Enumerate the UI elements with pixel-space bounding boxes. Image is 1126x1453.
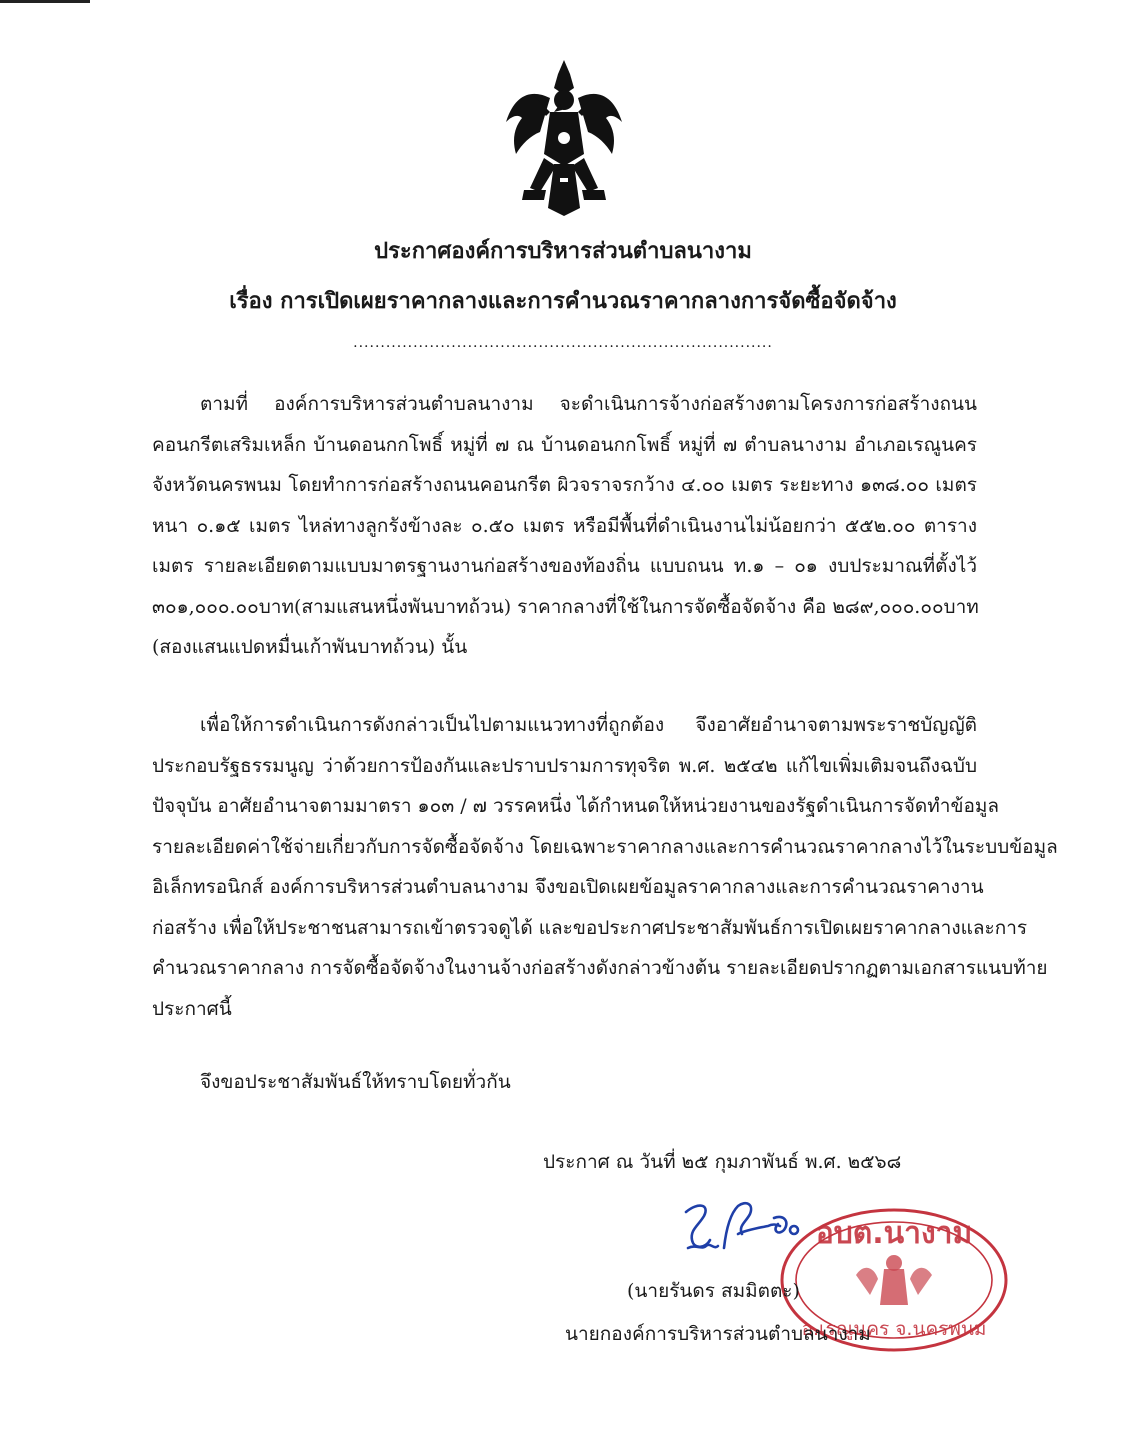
paragraph-line: เพื่อให้การดำเนินการดังกล่าวเป็นไปตามแนวทางที่ถูกต้อง จึงอาศัยอำนาจตามพระราชบัญญัติ: [200, 714, 977, 736]
announcement-subject: เรื่อง การเปิดเผยราคากลางและการคำนวณราคากลางการจัดซื้อจัดจ้าง: [229, 288, 897, 314]
signer-name: (นายรันดร สมมิตตะ): [627, 1280, 800, 1302]
title-divider: .............................................................................: [353, 335, 773, 351]
paragraph-line: จังหวัดนครพนม โดยทำการก่อสร้างถนนคอนกรีต ผิวจราจรกว้าง ๔.๐๐ เมตร ระยะทาง ๑๓๘.๐๐ เมตร: [152, 474, 977, 496]
paragraph-line: รายละเอียดค่าใช้จ่ายเกี่ยวกับการจัดซื้อจัดจ้าง โดยเฉพาะราคากลางและการคำนวณราคากลางไว้ในระบบข้อมูล: [152, 835, 1058, 858]
paragraph-line: หนา ๐.๑๕ เมตร ไหล่ทางลูกรังข้างละ ๐.๕๐ เมตร หรือมีพื้นที่ดำเนินงานไม่น้อยกว่า ๕๕๒.๐๐ ตาราง: [152, 514, 977, 537]
paragraph-line: ๓๐๑,๐๐๐.๐๐บาท(สามแสนหนึ่งพันบาทถ้วน) ราคากลางที่ใช้ในการจัดซื้อจัดจ้าง คือ ๒๘๙,๐๐๐.๐๐บาท: [152, 595, 979, 618]
paragraph-legal-basis: [152, 705, 1058, 1029]
garuda-emblem: [500, 58, 628, 218]
announcement-title: ประกาศองค์การบริหารส่วนตำบลนางาม: [374, 238, 752, 264]
paragraph-line: ก่อสร้าง เพื่อให้ประชาชนสามารถเข้าตรวจดูได้ และขอประกาศประชาสัมพันธ์การเปิดเผยราคากลางและการ: [152, 916, 1028, 939]
closing-statement: จึงขอประชาสัมพันธ์ให้ทราบโดยทั่วกัน: [200, 1071, 511, 1093]
signer-position: นายกองค์การบริหารส่วนตำบลนางาม: [565, 1323, 871, 1345]
paragraph-line: คอนกรีตเสริมเหล็ก บ้านดอนกกโพธิ์ หมู่ที่ ๗ ณ บ้านดอนกกโพธิ์ หมู่ที่ ๗ ตำบลนางาม อำเภอเรณูนคร: [152, 433, 977, 456]
paragraph-line: เมตร รายละเอียดตามแบบมาตรฐานงานก่อสร้างของท้องถิ่น แบบถนน ท.๑ – ๐๑ งบประมาณที่ตั้งไว้: [152, 555, 977, 577]
top-edge-rule: [0, 0, 90, 3]
paragraph-line: (สองแสนแปดหมื่นเก้าพันบาทถ้วน) นั้น: [152, 636, 468, 658]
paragraph-line: อิเล็กทรอนิกส์ องค์การบริหารส่วนตำบลนางาม จึงขอเปิดเผยข้อมูลราคากลางและการคำนวณราคางาน: [152, 876, 984, 898]
paragraph-line: ตามที่ องค์การบริหารส่วนตำบลนางาม จะดำเนินการจ้างก่อสร้างตามโครงการก่อสร้างถนน: [200, 393, 977, 415]
stamp-text-top: อบต.นางาม: [815, 1216, 973, 1251]
announcement-date: ประกาศ ณ วันที่ ๒๕ กุมภาพันธ์ พ.ศ. ๒๕๖๘: [543, 1151, 902, 1173]
paragraph-line: ปัจจุบัน อาศัยอำนาจตามมาตรา ๑๐๓ / ๗ วรรคหนึ่ง ได้กำหนดให้หน่วยงานของรัฐดำเนินการจัดทำข้อมูล: [152, 795, 1000, 817]
paragraph-line: ประกาศนี้: [152, 997, 232, 1020]
stamp-text-bottom: อ.เรณูนคร จ.นครพนม: [801, 1318, 987, 1340]
paragraph-line: คำนวณราคากลาง การจัดซื้อจัดจ้างในงานจ้างก่อสร้างดังกล่าวข้างต้น รายละเอียดปรากฏตามเอกสารแนบท้าย: [152, 957, 1048, 979]
paragraph-line: ประกอบรัฐธรรมนูญ ว่าด้วยการป้องกันและปราบปรามการทุจริต พ.ศ. ๒๕๔๒ แก้ไขเพิ่มเติมจนถึงฉบับ: [152, 754, 977, 777]
paragraph-project-details: [152, 384, 977, 668]
